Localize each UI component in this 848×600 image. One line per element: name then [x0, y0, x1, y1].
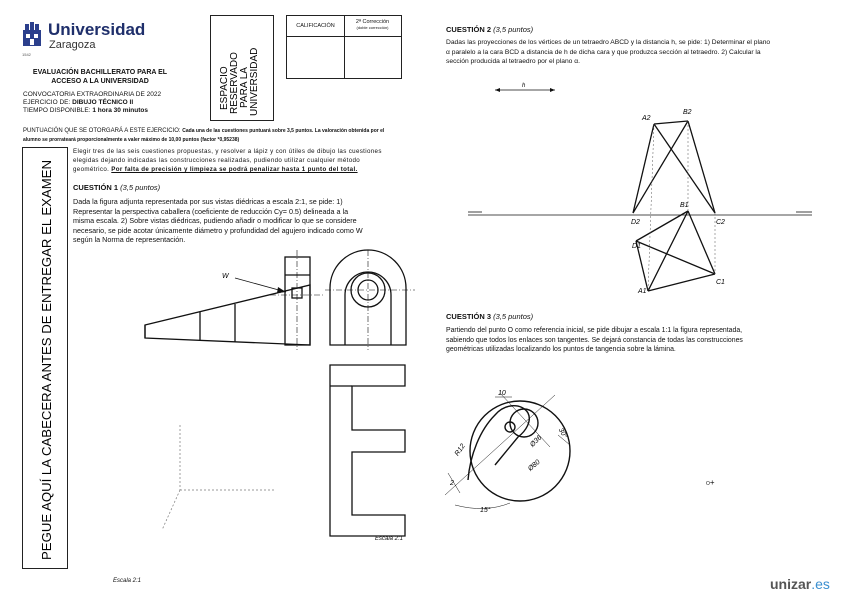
- q1-plate: [285, 257, 310, 345]
- q1-line-1: Dada la figura adjunta representada por sus vistas diédricas a escala 2:1, se pide: 1): [73, 197, 343, 206]
- grade-table: [286, 15, 402, 79]
- convocatoria: CONVOCATORIA EXTRAORDINARIA DE 2022: [23, 91, 162, 98]
- grade-col-second: 2ª Corrección: [355, 19, 390, 25]
- scoring-line2: alumno se prorrateará proporcionalmente a valer máximo de 10,00 puntos (factor *0,95238): [23, 137, 240, 143]
- q3-title: CUESTIÓN 3: [446, 312, 492, 321]
- q1-persp-axis-d: [162, 490, 180, 530]
- brand-name: unizar: [770, 576, 812, 592]
- q2-label-a1: A1: [638, 288, 647, 295]
- q1-line-2: Representar la perspectiva caballera (coeficiente de reducción Cy= 0.5) delineada a la: [73, 206, 349, 216]
- q2-h-arrow-right: [550, 88, 555, 92]
- exam-title-line1: EVALUACIÓN BACHILLERATO PARA EL: [32, 69, 168, 76]
- q2-label-c1: C1: [716, 279, 725, 286]
- crest-year: 1542: [22, 52, 31, 57]
- q2-label-b1: B1: [680, 202, 689, 209]
- q3-heading: [446, 312, 831, 321]
- ejercicio-value: DIBUJO TÉCNICO II: [72, 99, 134, 106]
- ejercicio-label: EJERCICIO DE:: [23, 99, 71, 106]
- tiempo-value: 1 hora 30 minutos: [92, 107, 148, 114]
- q3-drawing: [440, 385, 740, 515]
- grade-col-calificacion: CALIFICACIÓN: [296, 23, 335, 29]
- university-logo: [22, 20, 146, 60]
- tiempo-label: TIEMPO DISPONIBLE:: [23, 107, 91, 114]
- q3-dim-label-r12: R12: [453, 442, 467, 458]
- q3-line-3: geométricas utilizadas localizando los puntos de tangencia sobre la lámina.: [446, 346, 676, 354]
- q3-dim-label-15deg: 15°: [480, 507, 491, 514]
- instructions-line3-bold: Por falta de precisión y limpieza se podrá penalizar hasta 1 punto del total.: [111, 166, 358, 173]
- instructions-line3: [73, 165, 418, 174]
- q3-dim-label-2: 2: [450, 480, 454, 487]
- crest-icon: [22, 22, 42, 50]
- instructions-line2: elegidas dejando indicadas las construcciones realizadas, pudiendo utilizar cualquier método: [73, 157, 361, 164]
- q1-e-shape: [330, 365, 405, 536]
- q3-origin-mark: +: [709, 478, 715, 487]
- q2-ref-a: [648, 124, 654, 291]
- q2-label-a2: A2: [642, 115, 651, 122]
- q3-dim-label-80: Ø80: [527, 458, 542, 473]
- instructions-line3-plain: geométrico.: [73, 166, 110, 173]
- q3-origin-label: O: [706, 481, 710, 487]
- q2-drawing: [440, 78, 840, 308]
- q1-heading: [73, 183, 418, 192]
- q3-dim-label-30deg: 30°: [556, 427, 569, 440]
- q1-scale-bottom: Escala 2:1: [113, 578, 142, 584]
- ejercicio-row: [23, 99, 203, 107]
- reserved-line-3: PARA LA: [239, 67, 250, 108]
- q1-scale-right: Escala 2:1: [375, 536, 404, 542]
- q1-title: CUESTIÓN 1: [73, 183, 119, 192]
- q2-h-label: h: [522, 83, 526, 89]
- q1-side-hole: [351, 273, 385, 307]
- q2-line-1: Dadas las proyecciones de los vértices de un tetraedro ABCD y la distancia h, se pide: 1) Determinar el plano: [446, 39, 771, 46]
- q2-label-d2: D2: [631, 219, 640, 226]
- reserved-line-1: ESPACIO: [219, 66, 230, 110]
- q3-points: (3,5 puntos): [493, 312, 534, 321]
- brand-suffix: .es: [811, 576, 830, 592]
- unizar-brand: [770, 576, 830, 592]
- q2-label-c2: C2: [716, 219, 725, 226]
- q1-line-5: según la Norma de representación.: [73, 235, 186, 245]
- q2-edge-a1-c1: [648, 274, 715, 291]
- tiempo-row: [23, 107, 203, 115]
- q3-dim-label-36: Ø36: [529, 434, 544, 449]
- q3-line-1: Partiendo del punto O como referencia inicial, se pide dibujar a escala 1:1 la figura representada,: [446, 327, 743, 334]
- q3-line-2: sabiendo que todos los enlaces son tangentes. Se dejará constancia de todas las construcciones: [446, 336, 743, 344]
- q2-title: CUESTIÓN 2: [446, 25, 492, 34]
- q2-points: (3,5 puntos): [493, 25, 534, 34]
- q2-edge-a2-c2: [654, 124, 715, 213]
- reserved-space-box: [210, 15, 274, 121]
- q3-dim-label-10: 10: [498, 390, 506, 397]
- reserved-line-4: UNIVERSIDAD: [249, 47, 260, 116]
- q3-origin: [706, 478, 715, 487]
- q1-line-4: necesario, se pide acotar únicamente diámetro y profundidad del agujero indicado como W: [73, 225, 363, 235]
- q1-drawing: [100, 240, 420, 590]
- sidebar-vertical-text: PEGUE AQUÍ LA CABECERA ANTES DE ENTREGAR EL EXAMEN: [39, 165, 54, 560]
- sticker-sidebar: [22, 147, 68, 569]
- scoring-rest: Cada una de las cuestiones puntuará sobre 3,5 puntos. La valoración obtenida por el: [182, 128, 385, 134]
- q3-outer-circle: [470, 401, 570, 501]
- q2-h-arrow-left: [495, 88, 500, 92]
- q2-line-2: α paralelo a la cara BCD a distancia de h de dicha cara y que produzca sección al tetraedro. 2) Calcular la: [446, 48, 761, 56]
- q2-line-3: sección producida al tetraedro por el plano α.: [446, 58, 580, 66]
- instructions-line1: Elegir tres de las seis cuestiones propuestas, y resolver a lápiz y con útiles de dibujo las cuestiones: [73, 148, 382, 155]
- q2-label-b2: B2: [683, 109, 692, 116]
- q1-points: (3,5 puntos): [120, 183, 161, 192]
- scoring-line1: [23, 127, 418, 136]
- reserved-line-2: RESERVADO: [229, 52, 240, 114]
- q2-edge-a2-d2: [633, 124, 654, 213]
- q2-edge-b2-d2: [633, 121, 688, 213]
- scoring-prefix: PUNTUACIÓN QUE SE OTORGARÁ A ESTE EJERCICIO:: [23, 128, 181, 134]
- grade-col-second-sub: (doble corrección): [356, 25, 389, 30]
- q1-label-w: W: [222, 273, 229, 280]
- exam-title-line2: ACCESO A LA UNIVERSIDAD: [51, 78, 149, 85]
- q2-label-d1: D1: [632, 243, 641, 250]
- university-name: Universidad: [48, 20, 146, 39]
- university-city: Zaragoza: [49, 39, 96, 51]
- q2-edge-b2-c2: [688, 121, 715, 213]
- q3-slot-shape: [468, 406, 529, 480]
- q2-heading: [446, 25, 831, 34]
- q1-line-3: misma escala. 2) Sobre vistas diédricas, pudiendo añadir o modificar lo que se considere: [73, 216, 357, 226]
- q2-edge-a2-b2: [654, 121, 688, 124]
